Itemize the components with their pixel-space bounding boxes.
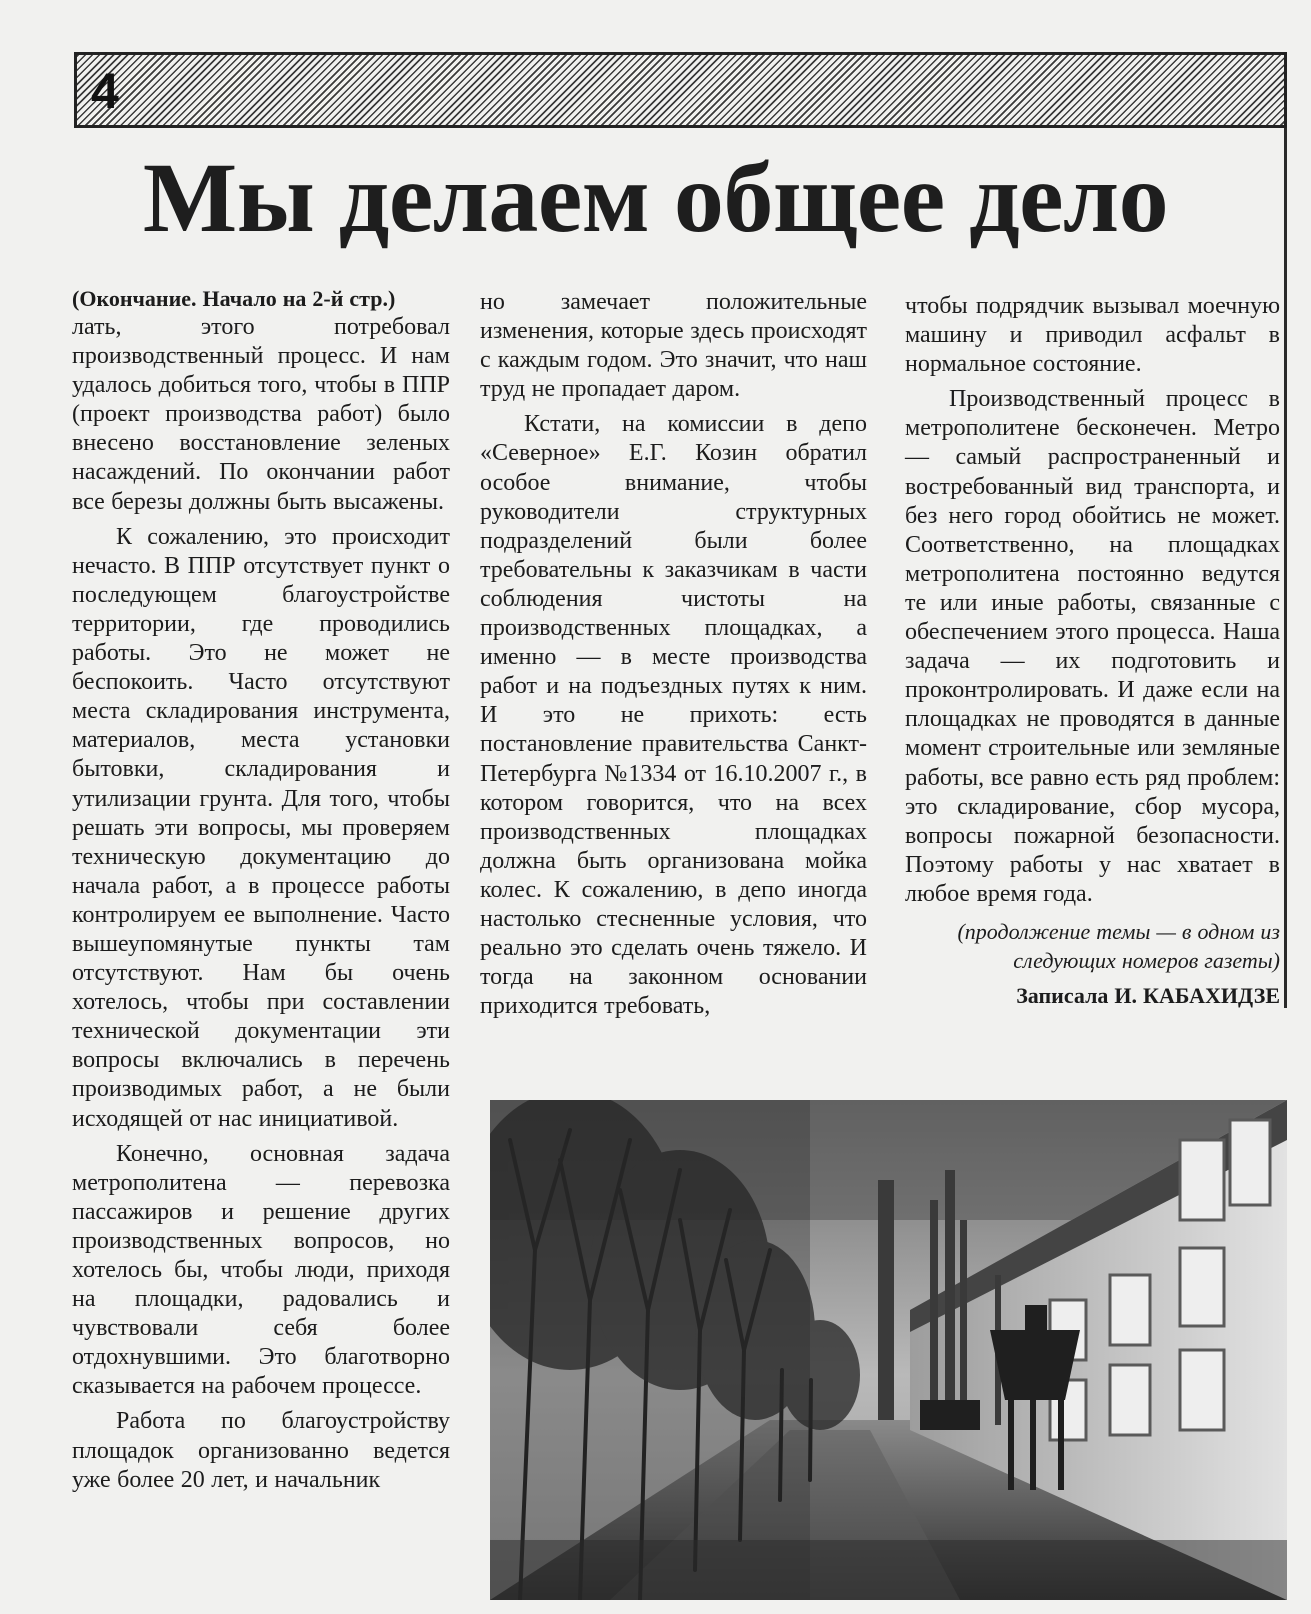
paragraph: чтобы подрядчик вызывал моечную машину и приводил асфальт в нормальное состояние. (905, 293, 1280, 378)
paragraph: лать, этого потребовал производственный процесс. И нам удалось добиться того, чтобы в ППР (проект производства работ) было внесено восстановление зеленых насаждений. По окончании работ все березы должны быть высажены. (72, 314, 450, 515)
paragraph: Кстати, на комиссии в депо «Северное» Е.Г. Козин обратил особое внимание, чтобы руководители структурных подразделений были более требовательны к заказчикам в части соблюдения чистоты на производственных площадках, а именно — в месте производства работ и на подъездных путях к ним. И это не прихоть: есть постановление правительства Санкт-Петербурга №1334 от 16.10.2007 г., в котором говорится, что на всех производственных площадках должна быть организована мойка колес. К сожалению, в депо иногда настолько стесненные условия, что реально это сделать очень тяжело. И тогда на законном основании приходится требовать, (480, 411, 867, 1020)
paragraph: но замечает положительные изменения, которые здесь происходят с каждым годом. Это значит, что наш труд не пропадает даром. (480, 289, 867, 403)
paragraph: К сожалению, это происходит нечасто. В ППР отсутствует пункт о последующем благоустройстве территории, где проводились работы. Это не может не беспокоить. Часто отсутствуют места складирования инструмента, материалов, места установки бытовки, складирования и утилизации грунта. Для того, чтобы решать эти вопросы, мы проверяем техническую документацию до начала работ, а в процессе работы контролируем ее выполнение. Часто вышеупомянутые пункты там отсутствуют. Нам бы очень хотелось, чтобы при составлении технической документации эти вопросы включались в перечень производимых работ, а не были исходящей от нас инициативой. (72, 523, 450, 1132)
photo-illustration-icon (490, 1100, 1287, 1600)
headline: Мы делаем общее дело (142, 142, 1169, 253)
page-header-bar (74, 52, 1287, 128)
page-number: 4 (91, 63, 119, 119)
byline: Записала И. КАБАХИДЗЕ (1016, 982, 1280, 1008)
right-border-rule (1284, 128, 1287, 1008)
paragraph: Производственный процесс в метрополитене бесконечен. Метро — самый распространенный и востребованный вид транспорта, и без него город обойтись не может. Соответственно, на площадках метрополитена постоянно ведутся те или иные работы, связанные с обеспечением этого процесса. Наша задача — их подготовить и проконтролировать. И даже если на площадках не проводятся в данные момент строительные или земляные работы, все равно есть ряд проблем: это складирование, сбор мусора, вопросы пожарной безопасности. Поэтому работы у нас хватает в любое время года. (905, 386, 1280, 907)
continued-from-note: (Окончание. Начало на 2-й стр.) (72, 286, 396, 311)
article-column-1 (72, 284, 450, 1495)
continuation-note: (продолжение темы — в одном из следующих номеров газеты) (957, 918, 1280, 973)
paragraph: Работа по благоустройству площадок организованно ведется уже более 20 лет, и начальник (72, 1408, 450, 1493)
article-column-2 (480, 288, 867, 1021)
paragraph: Конечно, основная задача метрополитена — перевозка пассажиров и решение других производственных вопросов, но хотелось бы, чтобы люди, приходя на площадки, радовались и чувствовали себя более отдохнувшими. Это благотворно сказывается на рабочем процессе. (72, 1140, 450, 1400)
article-column-3 (905, 292, 1280, 1010)
depot-street-photo (490, 1100, 1287, 1600)
